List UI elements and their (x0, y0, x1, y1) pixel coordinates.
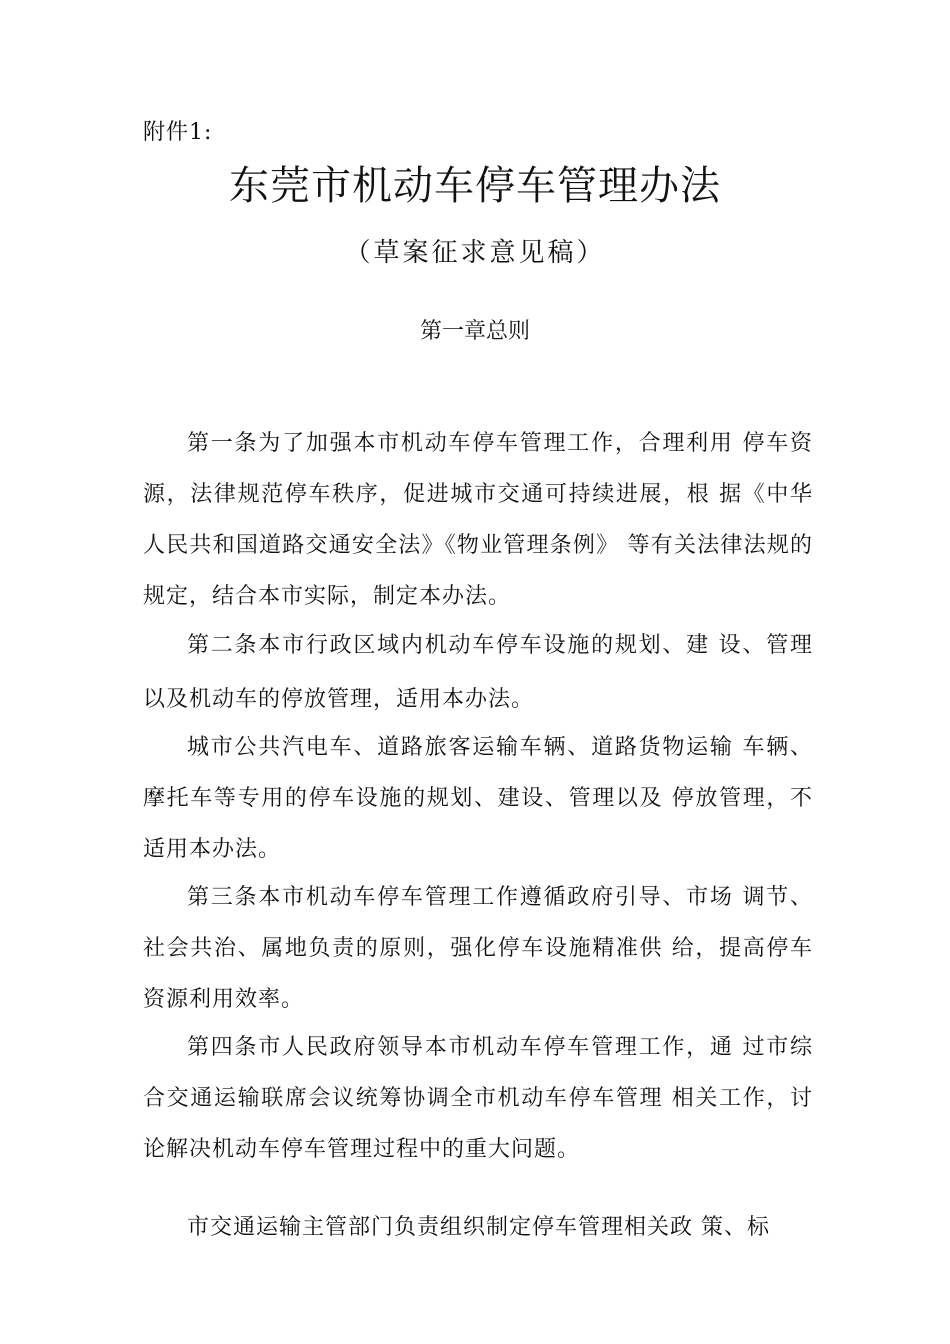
article-2-paragraph: 第二条本市行政区域内机动车停车设施的规划、建 设、管理以及机动车的停放管理，适用本办法。 (143, 633, 813, 712)
chapter-heading: 第一章总则 (419, 319, 530, 344)
article-4-continuation-paragraph: 市交通运输主管部门负责组织制定停车管理相关政 策、标 (187, 1215, 770, 1240)
attachment-label: 附件1: (143, 120, 213, 145)
article-2-exclusion-paragraph: 城市公共汽电车、道路旅客运输车辆、道路货物运输 车辆、摩托车等专用的停车设施的规划、建设、管理以及 停放管理，不适用本办法。 (143, 735, 813, 862)
document-title: 东莞市机动车停车管理办法 (229, 163, 721, 209)
article-4-paragraph: 第四条市人民政府领导本市机动车停车管理工作，通 过市综合交通运输联席会议统筹协调全市机动车停车管理 相关工作，讨论解决机动车停车管理过程中的重大问题。 (143, 1035, 813, 1162)
article-1-paragraph: 第一条为了加强本市机动车停车管理工作，合理利用 停车资源，法律规范停车秩序，促进城市交通可持续进展，根 据《中华人民共和国道路交通安全法》《物业管理条例》 等有关法律法规的规定，结合本市实际，制定本办法。 (143, 431, 813, 609)
article-3-paragraph: 第三条本市机动车停车管理工作遵循政府引导、市场 调节、社会共治、属地负责的原则，强化停车设施精准供 给，提高停车资源利用效率。 (143, 885, 813, 1012)
document-subtitle: （草案征求意见稿） (344, 238, 606, 268)
